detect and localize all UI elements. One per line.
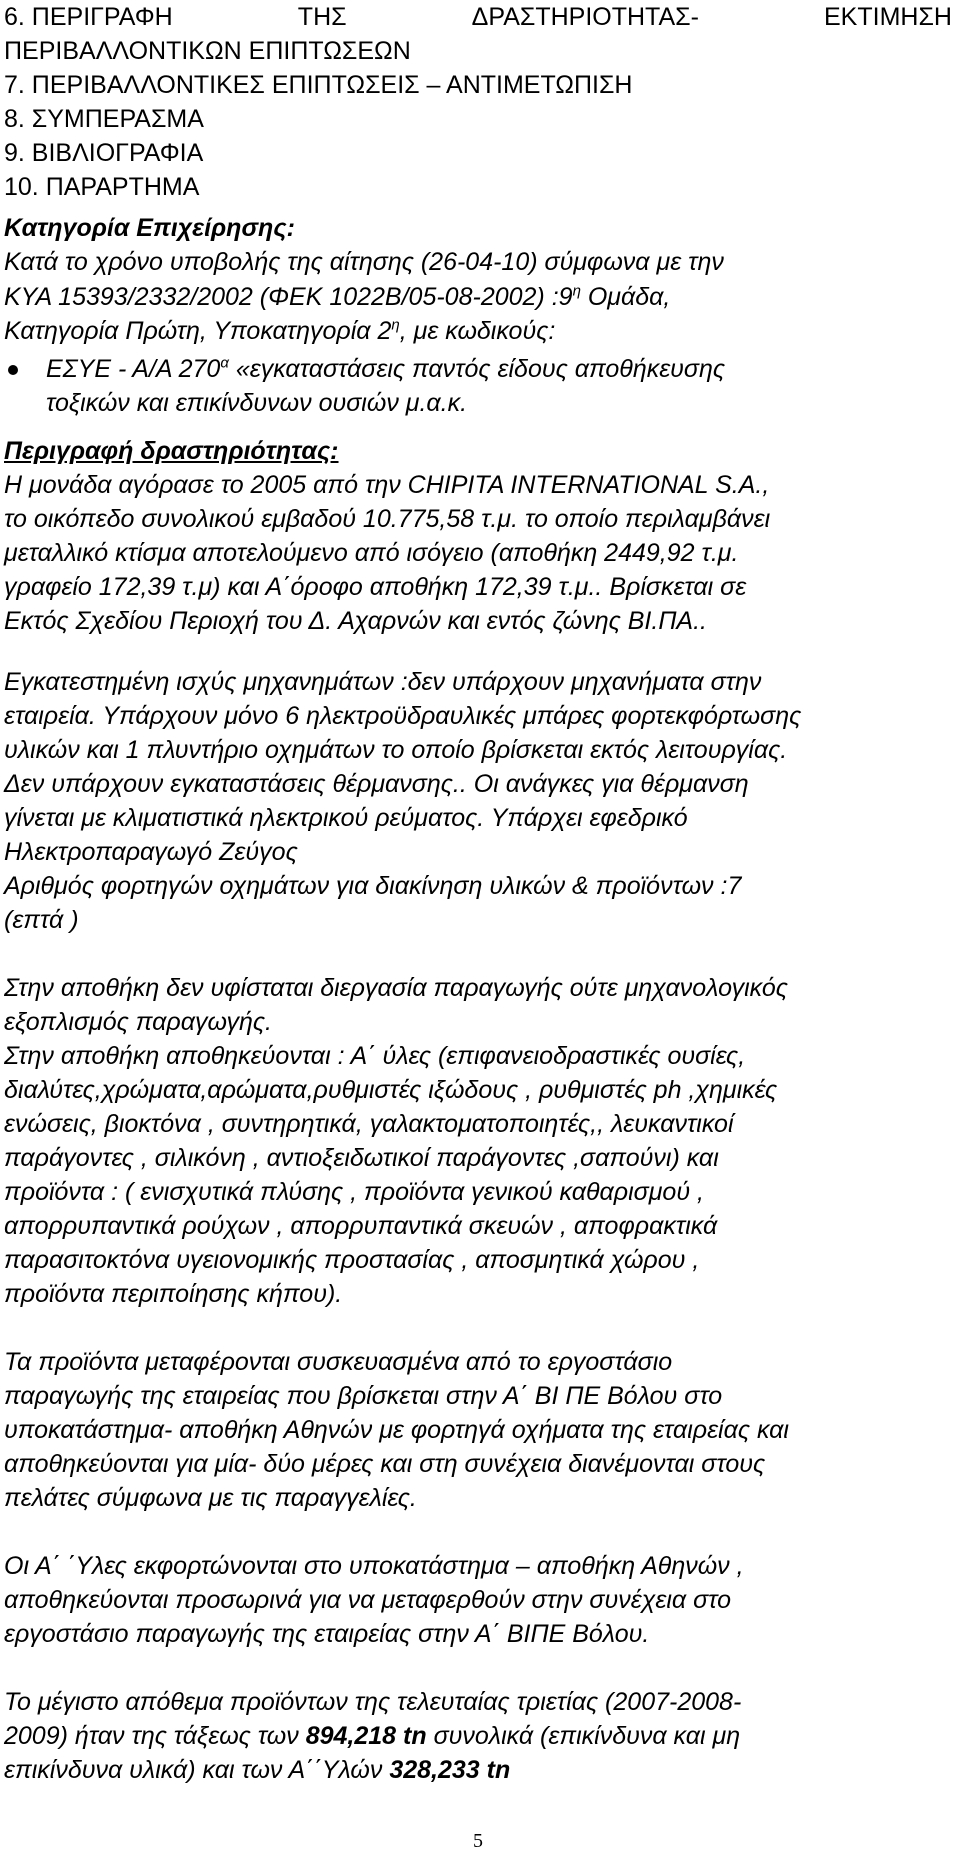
raw-line-1: Οι Α΄ ΄Υλες εκφορτώνονται στο υποκατάστημα – αποθήκη Αθηνών , [4,1552,744,1580]
text-run: , με κωδικούς: [399,317,556,345]
machinery-line-2: εταιρεία. Υπάρχουν μόνο 6 ηλεκτροϋδραυλικές μπάρες φορτεκφόρτωσης [4,702,802,730]
toc-item-6-part: ΤΗΣ [297,3,347,31]
storage-line-6: παράγοντες , σιλικόνη , αντιοξειδωτικοί παράγοντες ,σαπούνι) και [4,1144,719,1172]
transport-line-5: πελάτες σύμφωνα με τις παραγγελίες. [4,1484,417,1512]
toc-item-6-continued: ΠΕΡΙΒΑΛΛΟΝΤΙΚΩΝ ΕΠΙΠΤΩΣΕΩΝ [4,37,411,65]
text-run: Κατηγορία Πρώτη, Υποκατηγορία 2 [4,317,392,345]
product-stock-value: 894,218 tn [305,1722,427,1750]
machinery-line-5: γίνεται με κλιματιστικά ηλεκτρικού ρεύματος. Υπάρχει εφεδρικό [4,804,688,832]
superscript: η [572,282,581,300]
storage-line-2: εξοπλισμός παραγωγής. [4,1008,272,1036]
machinery-line-7: Αριθμός φορτηγών οχημάτων για διακίνηση υλικών & προϊόντων :7 [4,872,742,900]
toc-item-6 [4,0,952,34]
toc-item-6-part: ΔΡΑΣΤΗΡΙΟΤΗΤΑΣ- [471,3,699,31]
activity-line-5: Εκτός Σχεδίου Περιοχή του Δ. Αχαρνών και εντός ζώνης ΒΙ.ΠΑ.. [4,607,708,635]
activity-line-2: το οικόπεδο συνολικού εμβαδού 10.775,58 τ.μ. το οποίο περιλαμβάνει [4,505,771,533]
activity-line-3: μεταλλικό κτίσμα αποτελούμενο από ισόγειο (αποθήκη 2449,92 τ.μ. [4,539,739,567]
toc-item-8: 8. ΣΥΜΠΕΡΑΣΜΑ [4,105,204,133]
storage-line-5: ενώσεις, βιοκτόνα , συντηρητικά, γαλακτοματοποιητές,, λευκαντικοί [4,1110,734,1138]
volume-line-2 [4,1719,740,1753]
superscript: α [220,354,229,372]
text-run: «εγκαταστάσεις παντός είδους αποθήκευσης [228,355,726,383]
transport-line-1: Τα προϊόντα μεταφέρονται συσκευασμένα από το εργοστάσιο [4,1348,673,1376]
text-run: 2009) ήταν της τάξεως των [4,1722,306,1750]
storage-line-4: διαλύτες,χρώματα,αρώματα,ρυθμιστές ιξώδους , ρυθμιστές ph ,χημικές [4,1076,778,1104]
storage-line-8: απορρυπαντικά ρούχων , απορρυπαντικά σκευών , αποφρακτικά [4,1212,718,1240]
category-line-2 [4,280,670,314]
text-run: επικίνδυνα υλικά) και των Α΄΄Υλών [4,1756,390,1784]
machinery-line-6: Ηλεκτροπαραγωγό Ζεύγος [4,838,298,866]
volume-line-1: Το μέγιστο απόθεμα προϊόντων της τελευταίας τριετίας (2007-2008- [4,1688,742,1716]
storage-line-9: παρασιτοκτόνα υγειονομικής προστασίας , αποσμητικά χώρου , [4,1246,700,1274]
category-heading: Κατηγορία Επιχείρησης: [4,214,295,242]
toc-item-6-part: ΕΚΤΙΜΗΣΗ [824,3,952,31]
transport-line-3: υποκατάστημα- αποθήκη Αθηνών με φορτηγά οχήματα της εταιρείας και [4,1416,789,1444]
toc-item-10: 10. ΠΑΡΑΡΤΗΜΑ [4,173,200,201]
toc-item-7: 7. ΠΕΡΙΒΑΛΛΟΝΤΙΚΕΣ ΕΠΙΠΤΩΣΕΙΣ – ΑΝΤΙΜΕΤΩΠΙΣΗ [4,71,633,99]
storage-line-7: προϊόντα : ( ενισχυτικά πλύσης , προϊόντα γενικού καθαρισμού , [4,1178,704,1206]
bullet-icon [8,365,18,375]
activity-line-4: γραφείο 172,39 τ.μ) και Α΄όροφο αποθήκη 172,39 τ.μ.. Βρίσκεται σε [4,573,747,601]
volume-line-3 [4,1753,510,1787]
text-run: Κατά το χρόνο υποβολής της αίτησης (26-04-10) σύμφωνα με την [4,248,724,276]
raw-line-3: εργοστάσιο παραγωγής της εταιρείας στην Α΄ ΒΙΠΕ Βόλου. [4,1620,650,1648]
category-bullet-item [46,352,725,386]
transport-line-2: παραγωγής της εταιρείας που βρίσκεται στην Α΄ ΒΙ ΠΕ Βόλου στο [4,1382,723,1410]
text-run: Ομάδα, [580,283,671,311]
activity-line-1: Η μονάδα αγόρασε το 2005 από την CHIPITA INTERNATIONAL S.A., [4,471,770,499]
toc-item-9: 9. ΒΙΒΛΙΟΓΡΑΦΙΑ [4,139,204,167]
activity-heading: Περιγραφή δραστηριότητας: [4,437,339,465]
raw-line-2: αποθηκεύονται προσωρινά για να μεταφερθούν στην συνέχεια στο [4,1586,732,1614]
storage-line-1: Στην αποθήκη δεν υφίσταται διεργασία παραγωγής ούτε μηχανολογικός [4,974,788,1002]
storage-line-10: προϊόντα περιποίησης κήπου). [4,1280,343,1308]
superscript: η [391,316,400,334]
machinery-line-3: υλικών και 1 πλυντήριο οχημάτων το οποίο βρίσκεται εκτός λειτουργίας. [4,736,788,764]
text-run: ΚΥΑ 15393/2332/2002 (ΦΕΚ 1022Β/05-08-2002) :9 [4,283,573,311]
text-run: ΕΣΥΕ - Α/Α 270 [46,355,221,383]
machinery-line-1: Εγκατεστημένη ισχύς μηχανημάτων :δεν υπάρχουν μηχανήματα στην [4,668,762,696]
toc-item-6-part: 6. ΠΕΡΙΓΡΑΦΗ [4,3,173,31]
category-line-1 [4,245,952,279]
raw-material-stock-value: 328,233 tn [389,1756,511,1784]
storage-line-3: Στην αποθήκη αποθηκεύονται : Α΄ ύλες (επιφανειοδραστικές ουσίες, [4,1042,746,1070]
text-run: συνολικά (επικίνδυνα και μη [426,1722,741,1750]
machinery-line-4: Δεν υπάρχουν εγκαταστάσεις θέρμανσης.. Οι ανάγκες για θέρμανση [4,770,749,798]
category-bullet-item-continued: τοξικών και επικίνδυνων ουσιών μ.α.κ. [46,389,468,417]
page-number: 5 [473,1830,483,1852]
transport-line-4: αποθηκεύονται για μία- δύο μέρες και στη συνέχεια διανέμονται στους [4,1450,766,1478]
machinery-line-8: (επτά ) [4,906,79,934]
category-line-3 [4,314,555,348]
